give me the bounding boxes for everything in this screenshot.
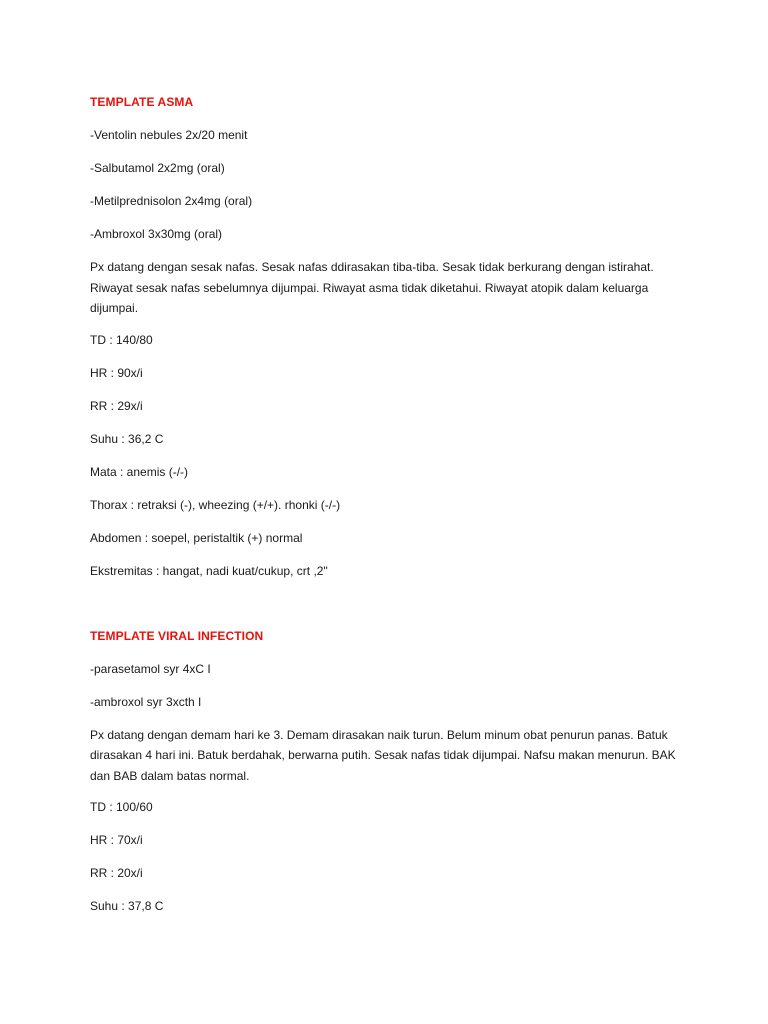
finding-line: Thorax : retraksi (-), wheezing (+/+). rhonki (-/-)	[90, 497, 341, 512]
finding-line: Suhu : 36,2 C	[90, 431, 164, 446]
medication-line: -Ventolin nebules 2x/20 menit	[90, 128, 248, 142]
section-viral-infection	[90, 628, 690, 915]
medication-line: -Ambroxol 3x30mg (oral)	[90, 227, 223, 241]
section-title: TEMPLATE ASMA	[90, 95, 194, 109]
section-spacer	[90, 596, 690, 628]
finding-line: Ekstremitas : hangat, nadi kuat/cukup, crt ,2"	[90, 563, 328, 578]
finding-line: Abdomen : soepel, peristaltik (+) normal	[90, 530, 303, 545]
section-title: TEMPLATE VIRAL INFECTION	[90, 628, 264, 643]
medication-line: -ambroxol syr 3xcth I	[90, 694, 202, 709]
history-paragraph: Px datang dengan demam hari ke 3. Demam dirasakan naik turun. Belum minum obat penurun panas. Batuk dirasakan 4 hari ini. Batuk berdahak, berwarna putih. Sesak nafas tidak dijumpai. Nafsu makan menurun. BAK dan BAB dalam batas normal.	[90, 727, 676, 783]
finding-line: RR : 20x/i	[90, 866, 143, 880]
medication-line: -Salbutamol 2x2mg (oral)	[90, 161, 225, 175]
medication-line: -Metilprednisolon 2x4mg (oral)	[90, 194, 253, 208]
finding-line: TD : 100/60	[90, 800, 153, 814]
finding-line: HR : 70x/i	[90, 833, 143, 847]
section-asma	[90, 94, 690, 579]
document-content	[90, 94, 690, 931]
finding-line: HR : 90x/i	[90, 365, 143, 380]
finding-line: RR : 29x/i	[90, 398, 143, 413]
finding-line: TD : 140/80	[90, 332, 153, 347]
finding-line: Mata : anemis (-/-)	[90, 464, 189, 479]
history-paragraph: Px datang dengan sesak nafas. Sesak nafas ddirasakan tiba-tiba. Sesak tidak berkurang dengan istirahat. Riwayat sesak nafas sebelumnya dijumpai. Riwayat asma tidak diketahui. Riwayat atopik dalam keluarga dijumpai.	[90, 260, 654, 315]
medication-line: -parasetamol syr 4xC I	[90, 661, 211, 676]
finding-line: Suhu : 37,8 C	[90, 899, 164, 913]
